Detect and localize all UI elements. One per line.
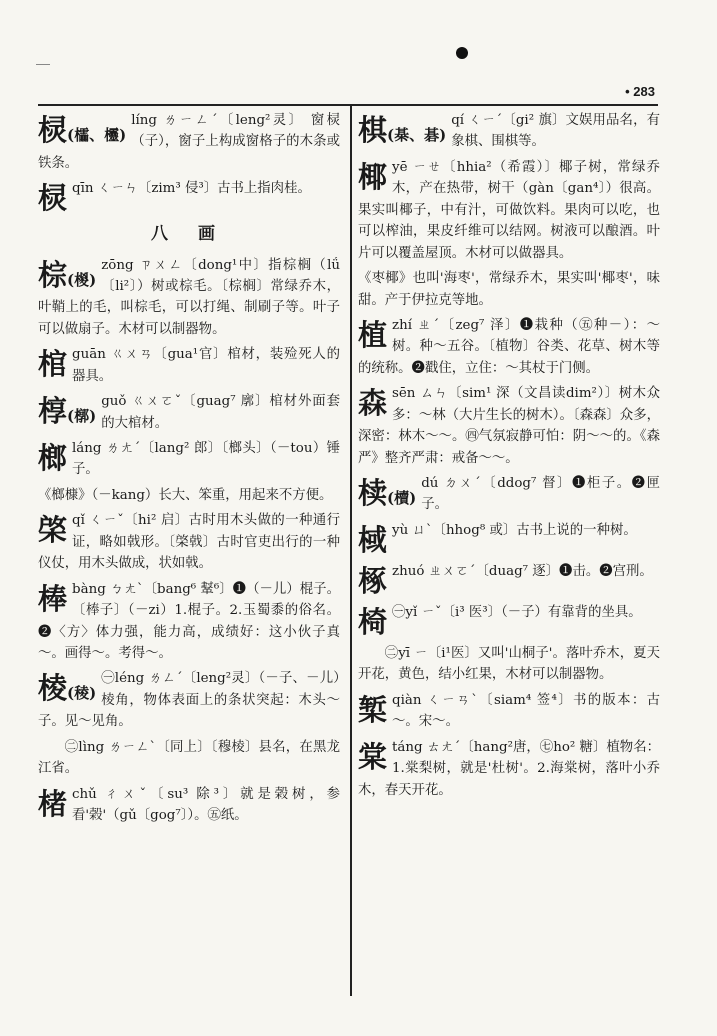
- definition-text: zōng ㄗㄨㄥ〔dong¹中〕指棕榈（lǘ〔li²〕）树或棕毛。〔棕榈〕常绿乔木，叶鞘上的毛，叫棕毛，可以打绳、制刷子等。叶子可以做扇子。木材可以制器物。: [38, 257, 340, 337]
- headword: [358, 564, 387, 598]
- definition-text: yē ㄧㄝ〔hhia²（希霞）〕椰子树，常绿乔木，产在热带，树干（gàn〔gan⁴〕）很高。果实叫椰子，中有汁，可做饮料。果肉可以吃，也可以榨油，果皮纤维可以结网。树液可以酿酒。叶片可以覆盖屋顶。木材可以做器具。: [358, 159, 660, 261]
- dictionary-entry: [38, 668, 340, 732]
- dictionary-entry: [38, 784, 340, 827]
- dictionary-entry: [358, 383, 660, 469]
- headword: [358, 318, 387, 352]
- dictionary-entry: [358, 561, 660, 598]
- column-divider: [350, 104, 352, 996]
- headword: [38, 582, 67, 616]
- definition-text: zhí ㄓˊ〔zeg⁷ 泽〕❶栽种（㊄种－）：～树。种～五谷。〔植物〕谷类、花草、树木等的统称。❷戳住，立住：～其杖于门侧。: [358, 317, 660, 376]
- headword-char: 楮: [38, 786, 68, 821]
- headword-char: 棂: [38, 181, 68, 216]
- headword-char: 椰: [358, 159, 388, 194]
- headword-char: 椟: [358, 476, 388, 510]
- dictionary-entry: [38, 178, 340, 215]
- definition-text: guān ㄍㄨㄢ〔gua¹官〕棺材，装殓死人的器具。: [72, 347, 340, 384]
- dictionary-entry: [38, 579, 340, 665]
- dictionary-entry: [358, 737, 660, 801]
- headword: [358, 113, 446, 152]
- headword: [38, 113, 126, 152]
- dictionary-entry: [358, 110, 660, 153]
- headword: [358, 605, 387, 639]
- headword-char: 棱: [38, 671, 68, 706]
- headword-char: 椁: [38, 394, 68, 429]
- headword-char: 榔: [38, 441, 68, 475]
- variant-forms: (櫝): [387, 489, 417, 507]
- definition-text: qiàn ㄑㄧㄢˋ〔siam⁴ 签⁴〕书的版本：古～。宋～。: [392, 692, 660, 730]
- headword: [358, 476, 416, 515]
- dictionary-entry: [38, 255, 340, 341]
- dictionary-entry: [38, 391, 340, 434]
- headword: [38, 347, 67, 381]
- dictionary-entry: [358, 157, 660, 264]
- headword: [38, 394, 96, 433]
- headword-char: 椓: [358, 563, 388, 598]
- definition-text: láng ㄌㄤˊ〔lang² 郎〕〔榔头〕（－tou）锤子。: [72, 441, 340, 478]
- variant-forms: (槨): [67, 407, 97, 426]
- entry-continuation: [38, 485, 340, 506]
- definition-text: ㊁yī ㄧ〔i¹医〕又叫'山桐子'。落叶乔木，夏天开花，黄色，结小红果，木材可以制器物。: [358, 645, 660, 683]
- headword-char: 棠: [358, 739, 388, 774]
- headword-char: 椅: [358, 604, 388, 639]
- headword-char: 棒: [38, 581, 68, 616]
- definition-text: qǐ ㄑㄧˇ〔hi² 启〕古时用木头做的一种通行证，略如戟形。〔棨戟〕古时官吏出行的一种仪仗，用木头做成，状如戟。: [38, 513, 340, 572]
- headword: [38, 258, 96, 297]
- headword-char: 棨: [38, 513, 68, 548]
- definition-text: yù ㄩˋ〔hhog⁸ 或〕古书上说的一种树。: [392, 522, 637, 538]
- entry-continuation: [358, 643, 660, 686]
- headword-char: 棫: [358, 522, 388, 557]
- definition-text: bàng ㄅㄤˋ〔bang⁶ 鞤⁶〕❶（－儿）棍子。〔棒子〕（－zi）1.棍子。2.玉蜀黍的俗名。❷〈方〉体力强，能力高，成绩好：这小伙子真～。画得～。考得～。: [38, 581, 340, 661]
- dictionary-entry: [38, 510, 340, 574]
- headword: [38, 181, 67, 215]
- definition-text: sēn ㄙㄣ〔sim¹ 深（文昌读dim²）〕树木众多：～林（大片生长的树木）。〔森森〕众多，深密：林木～～。㊃气氛寂静可怕：阴～～的。《森严》整齐严肃：戒备～～。: [358, 386, 660, 466]
- headword-char: 棺: [38, 347, 68, 382]
- headword-char: 植: [358, 317, 388, 352]
- headword: [38, 671, 96, 710]
- section-title: 八 画: [151, 224, 227, 245]
- variant-forms: (稜): [67, 684, 97, 703]
- definition-text: táng ㄊㄤˊ〔hang²唐，㊆ho² 糖〕植物名：1.棠梨树，就是'杜树'。2.海棠树，落叶小乔木，春天开花。: [358, 739, 660, 798]
- variant-forms: (椶): [67, 270, 97, 289]
- headword: [358, 160, 387, 194]
- headword-char: 棋: [358, 113, 388, 147]
- headword: [38, 441, 67, 475]
- dictionary-entry: [358, 473, 660, 516]
- definition-text: 《枣椰》也叫'海枣'，常绿乔木，果实叫'椰枣'，味甜。产于伊拉克等地。: [358, 271, 660, 308]
- dictionary-entry: [358, 690, 660, 733]
- definition-text: guǒ ㄍㄨㄛˇ〔guag⁷ 廓〕棺材外面套的大棺材。: [101, 394, 340, 431]
- headword: [358, 386, 387, 420]
- page-number: • 283: [625, 84, 655, 99]
- headword-char: 森: [358, 386, 388, 421]
- headword: [38, 513, 67, 547]
- margin-mark: [36, 64, 50, 65]
- variant-forms: (棊、碁): [387, 126, 447, 144]
- left-column: [38, 104, 340, 996]
- definition-text: chǔ ㄔㄨˇ〔su³ 除³〕就是榖树，参看'榖'（gǔ〔gog⁷〕）。㊄纸。: [72, 786, 340, 823]
- headword: [358, 740, 387, 774]
- definition-text: ㊀yǐ ㄧˇ〔i³ 医³〕（－子）有靠背的坐具。: [392, 604, 642, 620]
- definition-text: qīn ㄑㄧㄣ〔zim³ 侵³〕古书上指肉桂。: [72, 181, 311, 197]
- definition-text: 《榔槺》（－kang）长大、笨重，用起来不方便。: [38, 487, 333, 503]
- headword: [38, 787, 67, 821]
- definition-text: líng ㄌㄧㄥˊ〔leng²灵〕 窗棂（子），窗子上构成窗格子的木条或铁条。: [38, 113, 340, 171]
- headword: [358, 693, 387, 727]
- definition-text: ㊀léng ㄌㄥˊ〔leng²灵〕（－子、－儿）棱角，物体表面上的条状突起：木头～子。见～见角。: [38, 671, 340, 730]
- definition-text: ㊁lìng ㄌㄧㄥˋ〔同上〕〔穆棱〕县名，在黑龙江省。: [38, 739, 340, 777]
- definition-text: qí ㄑㄧˊ〔gi² 旗〕文娱用品名，有象棋、围棋等。: [451, 113, 660, 150]
- dictionary-entry: [358, 315, 660, 379]
- dictionary-entry: [358, 520, 660, 557]
- definition-text: zhuó ㄓㄨㄛˊ〔duag⁷ 逐〕❶击。❷宫刑。: [392, 563, 653, 579]
- dictionary-entry: [38, 110, 340, 174]
- variant-forms: (櫺、欞): [67, 126, 127, 144]
- headword-char: 椠: [358, 692, 388, 727]
- right-column: [358, 104, 660, 996]
- headword: [358, 523, 387, 557]
- headword-char: 棂: [38, 113, 68, 147]
- definition-text: dú ㄉㄨˊ〔ddog⁷ 督〕❶柜子。❷匣子。: [421, 476, 660, 513]
- entry-continuation: [38, 737, 340, 780]
- dictionary-entry: [38, 438, 340, 481]
- headword-char: 棕: [38, 257, 68, 292]
- ink-dot: [456, 47, 468, 59]
- dictionary-entry: [358, 602, 660, 639]
- dictionary-entry: [38, 344, 340, 387]
- entry-continuation: [358, 268, 660, 311]
